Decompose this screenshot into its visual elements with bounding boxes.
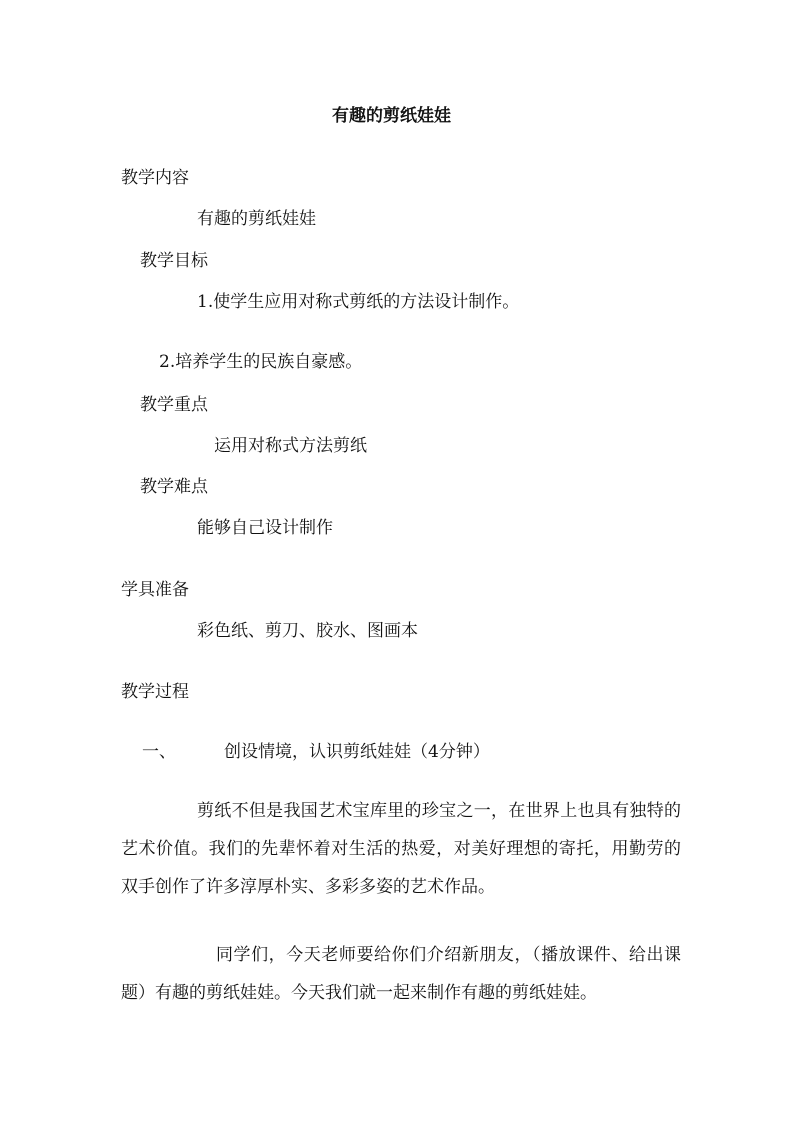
goal-item-2: 2.培养学生的民族自豪感。 [159, 352, 363, 372]
section-heading-key: 教学重点 [140, 395, 208, 415]
difficulty-text: 能够自己设计制作 [197, 518, 333, 538]
section-heading-content: 教学内容 [121, 168, 189, 188]
content-text: 有趣的剪纸娃娃 [197, 209, 316, 229]
paragraph-lesson: 同学们，今天老师要给你们介绍新朋友，（播放课件、给出课题）有趣的剪纸娃娃。今天我们就一起来制作有趣的剪纸娃娃。 [121, 945, 681, 1003]
goal-item-1: 1.使学生应用对称式剪纸的方法设计制作。 [197, 292, 520, 312]
key-text: 运用对称式方法剪纸 [214, 436, 367, 456]
section-heading-process: 教学过程 [121, 682, 189, 702]
step-number: 一、 [142, 742, 176, 762]
materials-text: 彩色纸、剪刀、胶水、图画本 [197, 621, 418, 641]
section-heading-materials: 学具准备 [121, 580, 189, 600]
paragraph-intro: 剪纸不但是我国艺术宝库里的珍宝之一，在世界上也具有独特的艺术价值。我们的先辈怀着对生活的热爱，对美好理想的寄托，用勤劳的双手创作了许多淳厚朴实、多彩多姿的艺术作品。 [121, 801, 681, 897]
section-heading-difficulty: 教学难点 [140, 477, 208, 497]
step-title: 创设情境，认识剪纸娃娃（4分钟） [224, 742, 490, 762]
document-title: 有趣的剪纸娃娃 [332, 106, 451, 126]
section-heading-goals: 教学目标 [140, 251, 208, 271]
